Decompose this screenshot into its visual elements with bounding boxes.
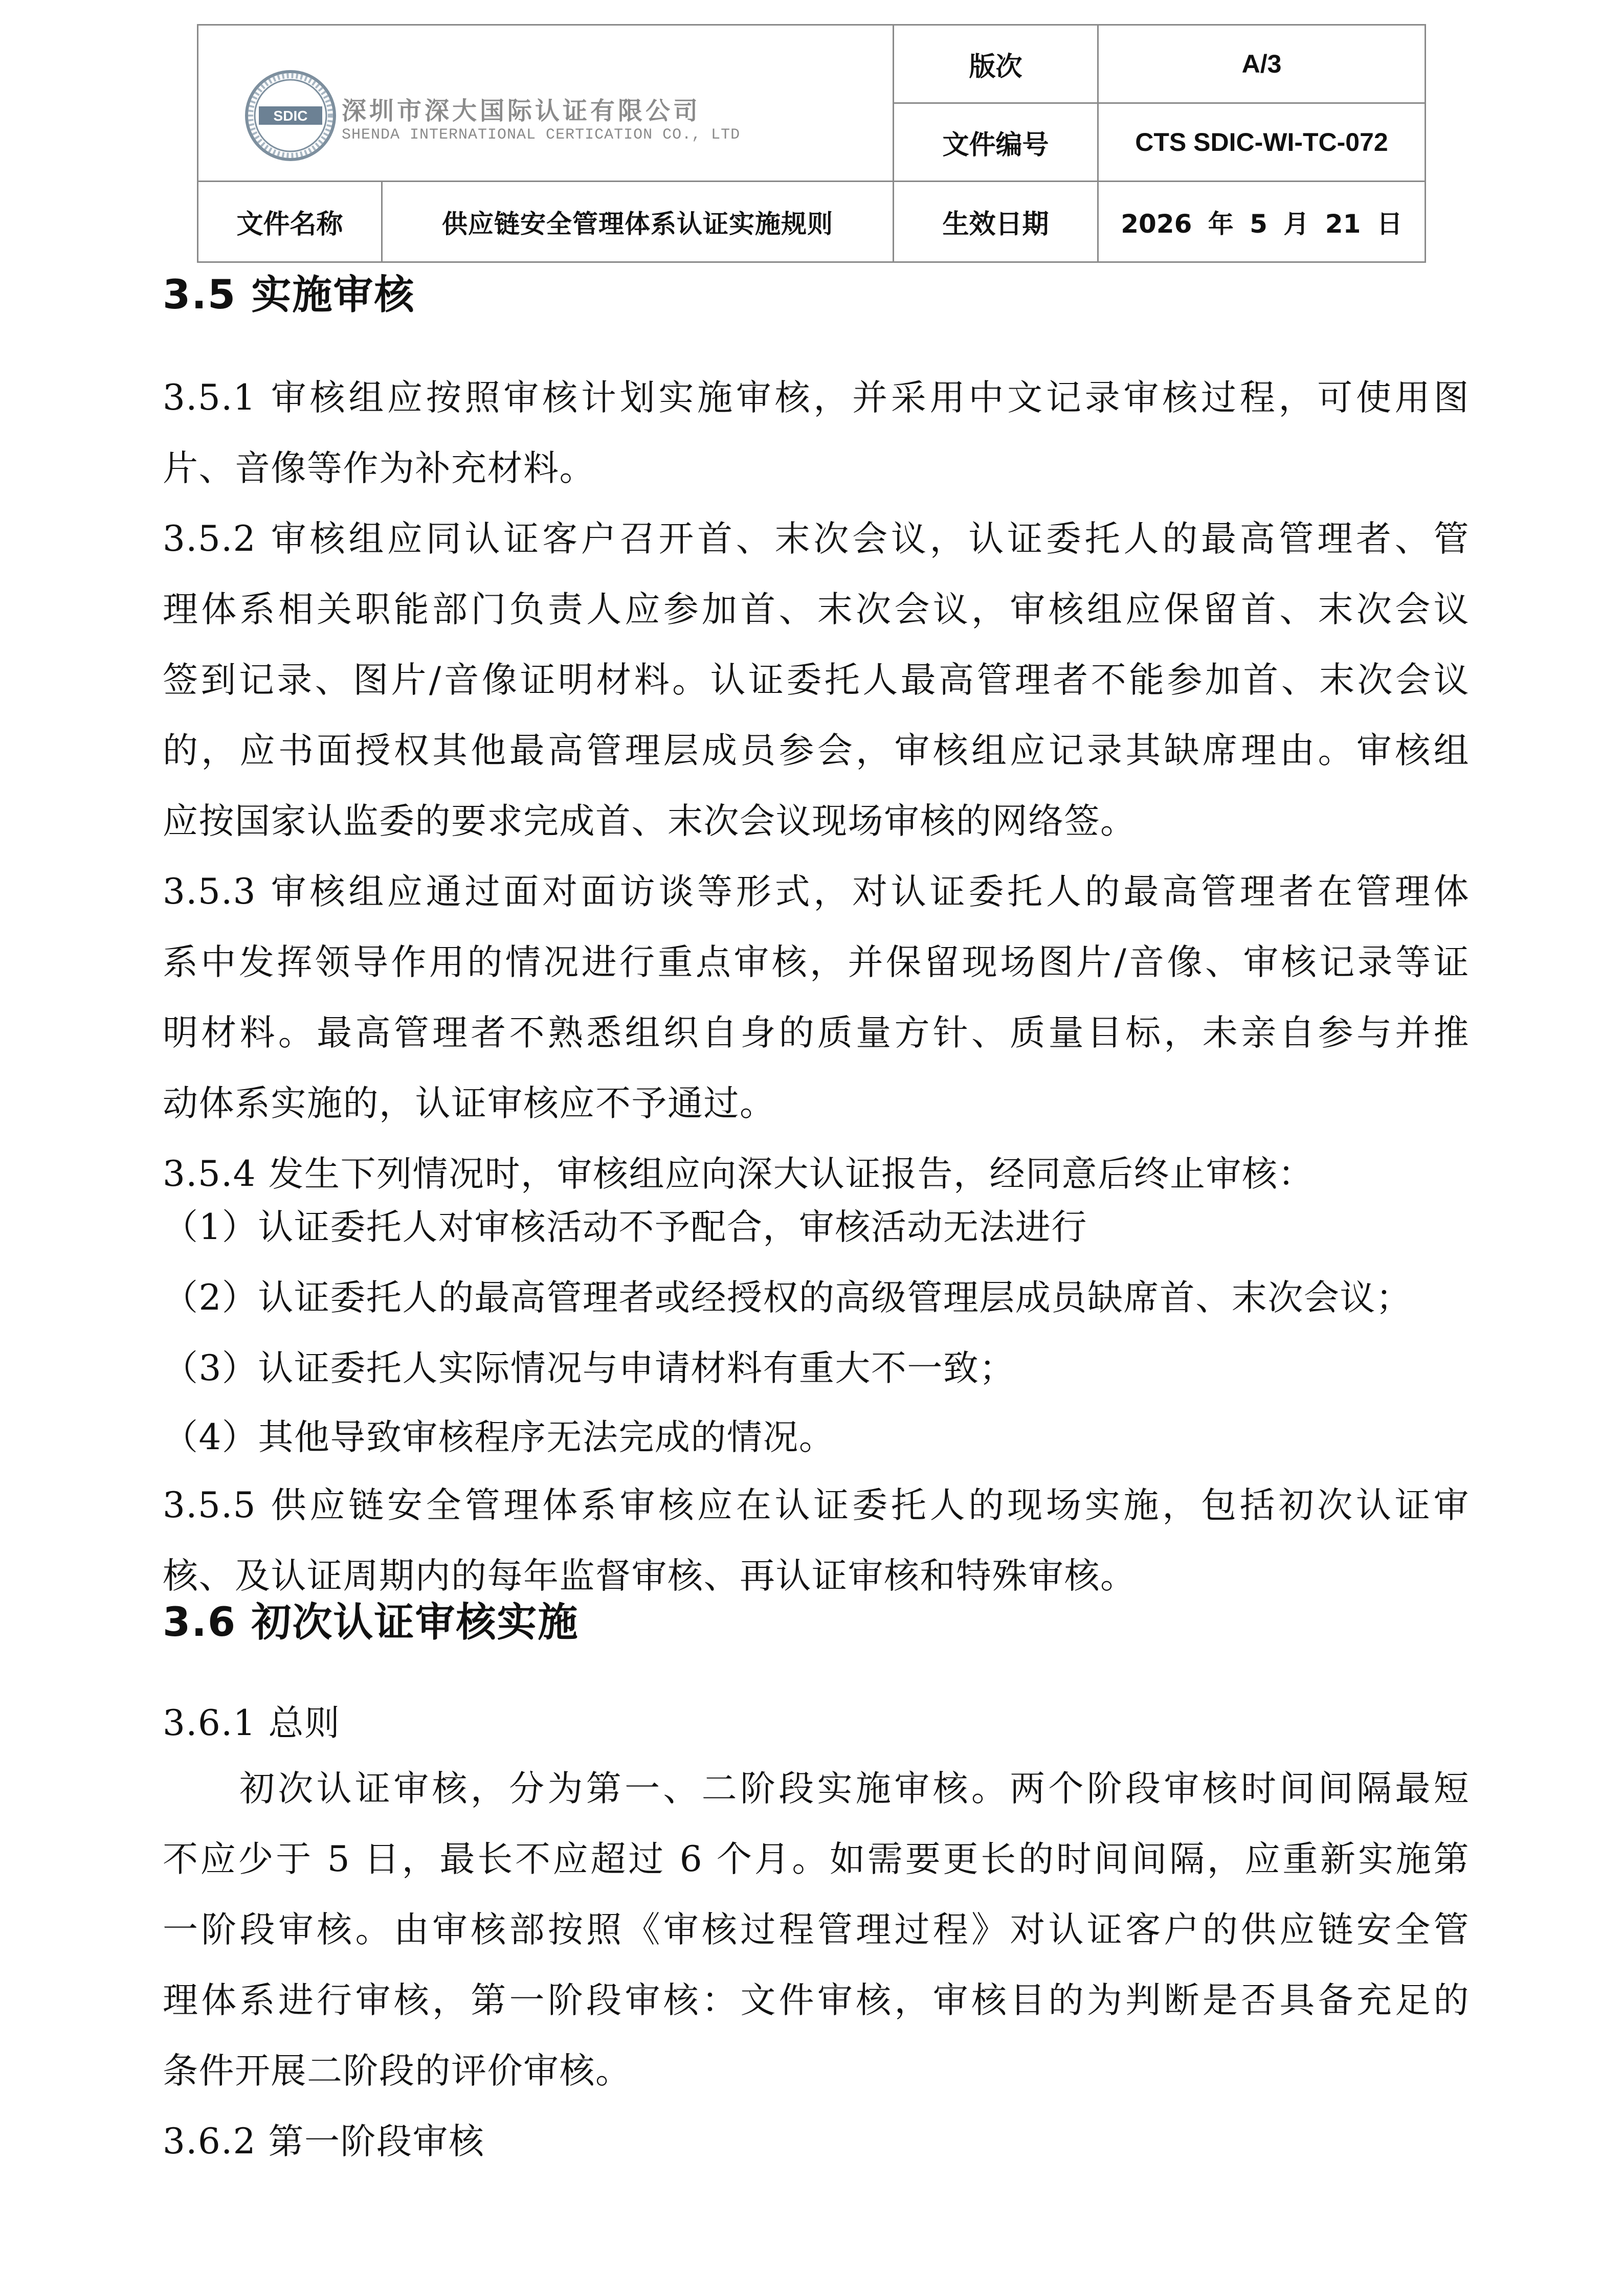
company-name-cn: 深圳市深大国际认证有限公司: [342, 97, 701, 125]
paragraph-line: 3.5.2 审核组应同认证客户召开首、末次会议，认证委托人的最高管理者、管: [163, 519, 1470, 559]
paragraph-line: 3.5.5 供应链安全管理体系审核应在认证委托人的现场实施，包括初次认证审: [163, 1485, 1470, 1526]
name-value: 供应链安全管理体系认证实施规则: [382, 182, 894, 262]
section-heading-3-6: 3.6 初次认证审核实施: [163, 1600, 579, 1646]
paragraph-line: 一阶段审核。由审核部按照《审核过程管理过程》对认证客户的供应链安全管: [163, 1909, 1470, 1950]
paragraph-line: 明材料。最高管理者不熟悉组织自身的质量方针、质量目标，未亲自参与并推: [163, 1012, 1470, 1053]
paragraph-line: 3.5.3 审核组应通过面对面访谈等形式，对认证委托人的最高管理者在管理体: [163, 871, 1470, 912]
company-name-en: SHENDA INTERNATIONAL CERTICATION CO., LTD: [342, 126, 741, 144]
docno-label: 文件编号: [894, 103, 1098, 182]
date-label: 生效日期: [894, 182, 1098, 262]
paragraph-line: 初次认证审核，分为第一、二阶段实施审核。两个阶段审核时间间隔最短: [239, 1768, 1470, 1809]
paragraph-line: 应按国家认监委的要求完成首、末次会议现场审核的网络签。: [163, 801, 1137, 842]
list-item: （2）认证委托人的最高管理者或经授权的高级管理层成员缺席首、末次会议；: [163, 1277, 1412, 1318]
paragraph-line: 3.5.4 发生下列情况时，审核组应向深大认证报告，经同意后终止审核：: [163, 1154, 1314, 1195]
paragraph-line: 3.5.1 审核组应按照审核计划实施审核，并采用中文记录审核过程，可使用图: [163, 377, 1470, 418]
list-item: （1）认证委托人对审核活动不予配合，审核活动无法进行: [163, 1207, 1087, 1248]
subsection-title: 3.6.1 总则: [163, 1703, 341, 1744]
paragraph-line: 核、及认证周期内的每年监督审核、再认证审核和特殊审核。: [163, 1556, 1137, 1596]
logo-text: SDIC: [273, 108, 308, 124]
document-header-table: [197, 24, 1426, 263]
subsection-title: 3.6.2 第一阶段审核: [163, 2121, 485, 2162]
paragraph-line: 片、音像等作为补充材料。: [163, 448, 595, 489]
docno-value: CTS SDIC-WI-TC-072: [1098, 103, 1426, 182]
paragraph-line: 系中发挥领导作用的情况进行重点审核，并保留现场图片/音像、审核记录等证: [163, 942, 1470, 983]
name-label: 文件名称: [198, 182, 382, 262]
version-value: A/3: [1098, 25, 1426, 103]
paragraph-line: 理体系相关职能部门负责人应参加首、末次会议，审核组应保留首、末次会议: [163, 589, 1470, 630]
list-item: （4）其他导致审核程序无法完成的情况。: [163, 1417, 835, 1458]
paragraph-line: 动体系实施的，认证审核应不予通过。: [163, 1083, 776, 1124]
paragraph-line: 的，应书面授权其他最高管理层成员参会，审核组应记录其缺席理由。审核组: [163, 730, 1470, 771]
version-label: 版次: [894, 25, 1098, 103]
paragraph-line: 理体系进行审核，第一阶段审核：文件审核，审核目的为判断是否具备充足的: [163, 1980, 1470, 2021]
section-heading-3-5: 3.5 实施审核: [163, 272, 415, 318]
date-value: 2026 年 5 月 21 日: [1098, 182, 1426, 262]
paragraph-line: 条件开展二阶段的评价审核。: [163, 2051, 632, 2091]
paragraph-line: 签到记录、图片/音像证明材料。认证委托人最高管理者不能参加首、末次会议: [163, 660, 1470, 701]
company-logo-cell: [198, 25, 894, 182]
list-item: （3）认证委托人实际情况与申请材料有重大不一致；: [163, 1348, 1015, 1389]
paragraph-line: 不应少于 5 日，最长不应超过 6 个月。如需要更长的时间间隔，应重新实施第: [163, 1839, 1470, 1880]
company-logo: [244, 70, 337, 162]
